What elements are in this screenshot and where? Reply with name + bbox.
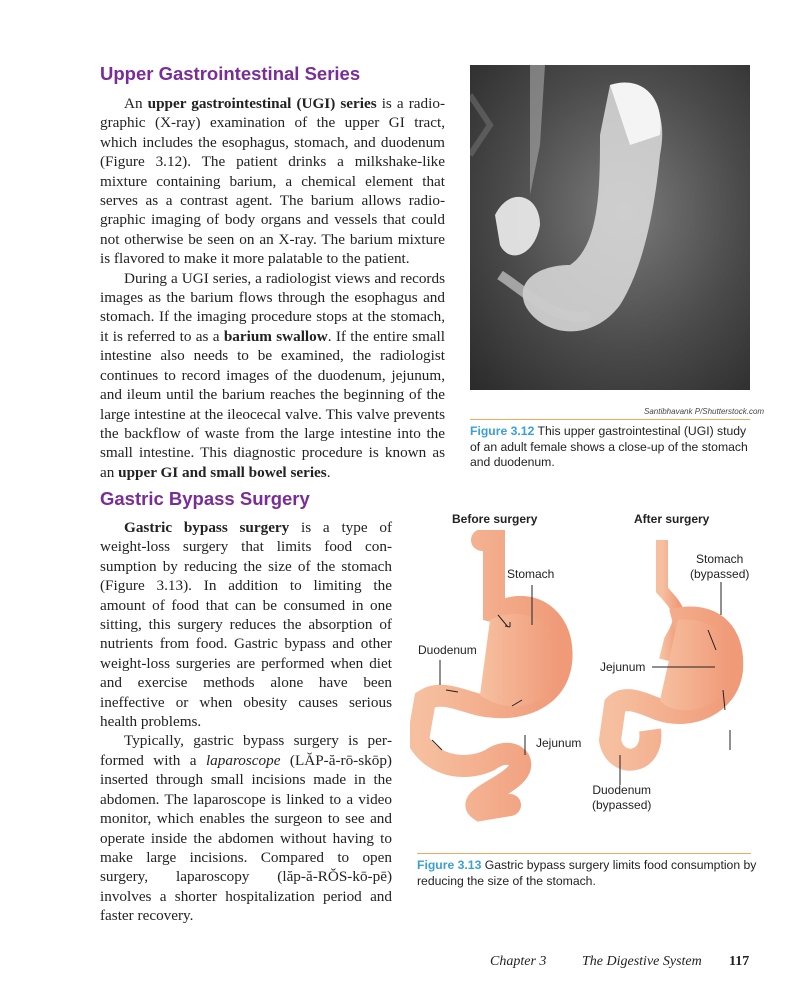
gastric-bypass-body <box>100 518 392 926</box>
stomach-label: Stomach <box>507 567 555 581</box>
figure-3-12-caption: Figure 3.12 This upper gastrointestinal (UGI) study of an adult female shows a close-up of the stomach and duodenum. <box>470 424 748 469</box>
before-surgery-label: Before surgery <box>452 512 538 526</box>
paragraph: An upper gastrointestinal (UGI) series is a radiographic (X-ray) examination of the upper GI tract, which includes the esophagus, stomach, and duodenum (Figure 3.12). The patient drinks a milkshake-like mixture containing barium, a chemical element that serves as a contrast agent. The barium allows radiographic imaging of body organs and vessels that could not otherwise be seen on an X-ray. The barium mixture is flavored to make it more palatable to the patient. <box>100 95 445 268</box>
section-heading-ugi: Upper Gastrointestinal Series <box>100 63 361 84</box>
caption-rule <box>470 419 750 420</box>
paragraph: Gastric bypass surgery is a type of weight-loss surgery that limits food consumption by reducing the size of the stomach (Figure 3.13). In addition to limiting the amount of food that can be consumed in one sitting, this surgery reduces the absorption of nutrients from food. Gastric bypass and other weight-loss surgeries are performed when diet and exercise methods alone have been ineffective or when obesity causes serious health problems. <box>100 519 393 731</box>
jejunum-after-label: Jejunum <box>600 660 646 674</box>
ugi-xray-image <box>470 65 750 390</box>
section-heading-gastric-bypass: Gastric Bypass Surgery <box>100 488 310 509</box>
stomach-bypassed-label: Stomach (bypassed) <box>690 552 750 581</box>
paragraph: During a UGI series, a radiologist views and records images as the barium flows through the esophagus and stomach. If the imaging procedure stops at the stomach, it is referred to as a barium swallow. If the entire small intestine also needs to be examined, the radiologist continues to record images of the duodenum, jejunum, and ileum until the barium reaches the beginning of the large intestine at the ileocecal valve. This valve prevents the backflow of waste from the large intestine into the small intestine. This diagnostic procedure is known as an upper GI and small bowel series. <box>100 269 445 481</box>
paragraph: Typically, gastric bypass surgery is performed with a laparoscope (LĂP-ă-rō-skōp) inserted through small incisions made in the abdomen. The laparoscope is linked to a video monitor, which enables the surgeon to see and operate inside the abdomen without having to make large incisions. Compared to open surgery, laparoscopy (lăp-ă-RŎS-kō-pē) involves a shorter hospitalization period and faster recovery. <box>100 732 392 925</box>
caption-rule <box>417 853 751 854</box>
photo-credit: Santibhavank P/Shutterstock.com <box>644 407 765 416</box>
footer-chapter: Chapter 3 <box>490 954 547 969</box>
figure-3-13-caption: Figure 3.13 Gastric bypass surgery limits food consumption by reducing the size of the stomach. <box>417 858 757 888</box>
jejunum-label: Jejunum <box>536 736 582 750</box>
after-surgery-label: After surgery <box>634 512 710 526</box>
footer-chapter-title: The Digestive System <box>582 954 702 969</box>
duodenum-bypassed-label: Duodenum (bypassed) <box>592 783 652 812</box>
duodenum-label: Duodenum <box>418 643 477 657</box>
ugi-body <box>100 94 445 482</box>
page-number: 117 <box>729 954 750 969</box>
